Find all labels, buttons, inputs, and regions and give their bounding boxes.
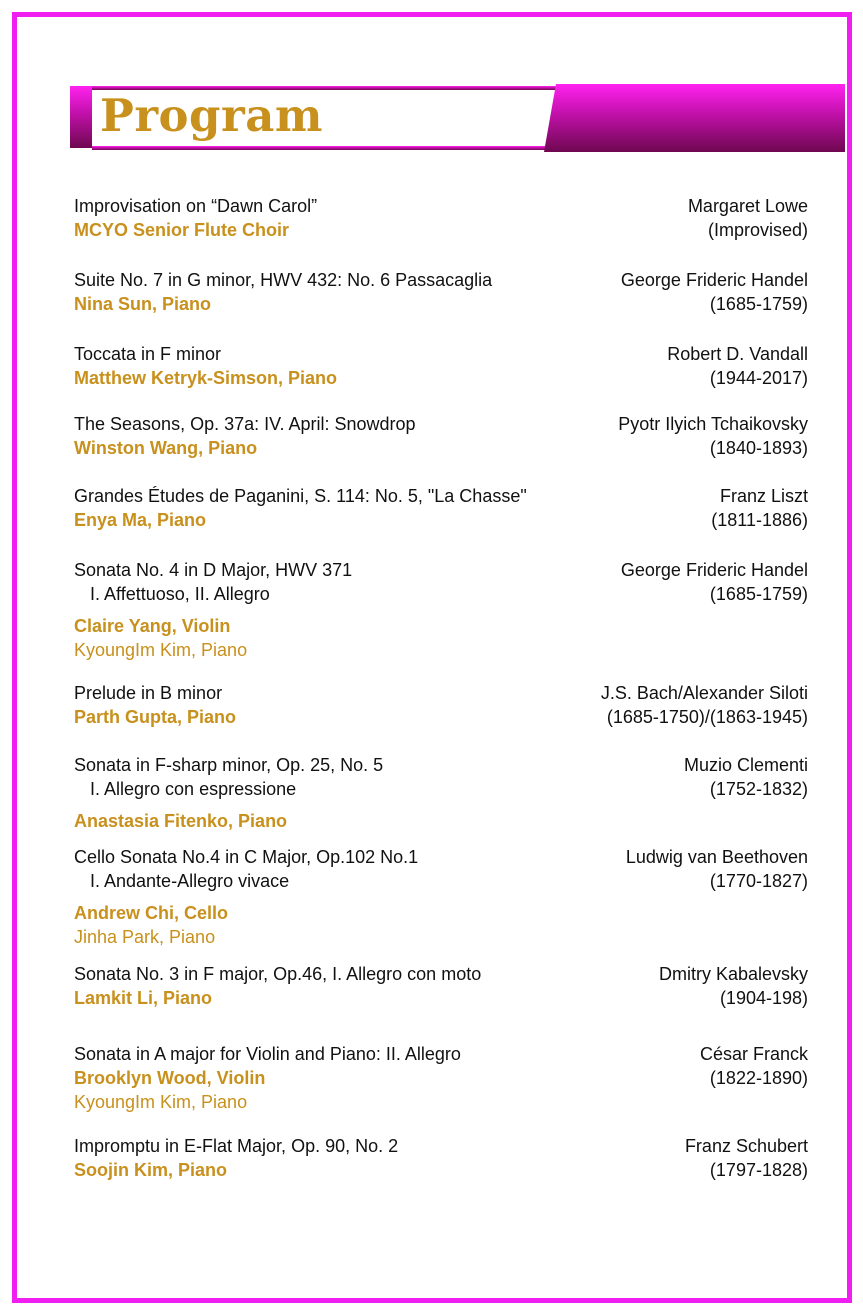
composer-info bbox=[618, 412, 808, 460]
composer-years: (1685-1750)/(1863-1945) bbox=[606, 707, 808, 727]
composer-info bbox=[626, 845, 808, 893]
performer-name: Matthew Ketryk-Simson, Piano bbox=[74, 368, 338, 388]
entry-details bbox=[74, 268, 594, 316]
accompanist-name: Jinha Park, Piano bbox=[74, 927, 216, 947]
accompanist-name: KyoungIm Kim, Piano bbox=[74, 1092, 248, 1112]
performer-name: Soojin Kim, Piano bbox=[74, 1160, 228, 1180]
piece-title: Suite No. 7 in G minor, HWV 432: No. 6 Passacaglia bbox=[74, 270, 493, 290]
composer-info bbox=[711, 484, 808, 532]
composer-name: Franz Schubert bbox=[684, 1136, 808, 1156]
performer-name: Andrew Chi, Cello bbox=[74, 903, 229, 923]
piece-title: Sonata in A major for Violin and Piano: II. Allegro bbox=[74, 1044, 461, 1064]
entry-details bbox=[74, 681, 594, 729]
composer-years: (1811-1886) bbox=[711, 510, 808, 530]
composer-name: Ludwig van Beethoven bbox=[625, 847, 808, 867]
entry-details bbox=[74, 194, 594, 242]
composer-name: George Frideric Handel bbox=[620, 270, 808, 290]
piece-movement: I. Allegro con espressione bbox=[90, 779, 297, 799]
composer-years: (1685-1759) bbox=[709, 294, 808, 314]
composer-years: (1797-1828) bbox=[709, 1160, 808, 1180]
composer-years: (1944-2017) bbox=[709, 368, 808, 388]
composer-info bbox=[684, 753, 808, 801]
performer-name: Anastasia Fitenko, Piano bbox=[74, 811, 288, 831]
composer-name: Margaret Lowe bbox=[687, 196, 808, 216]
composer-years: (Improvised) bbox=[707, 220, 808, 240]
entry-details bbox=[74, 412, 594, 460]
composer-info bbox=[621, 558, 808, 606]
composer-years: (1822-1890) bbox=[709, 1068, 808, 1088]
entry-details bbox=[74, 1042, 594, 1114]
performer-name: Brooklyn Wood, Violin bbox=[74, 1068, 266, 1088]
composer-info bbox=[667, 342, 808, 390]
composer-name: Pyotr Ilyich Tchaikovsky bbox=[618, 414, 808, 434]
entry-details bbox=[74, 753, 594, 833]
piece-title: Prelude in B minor bbox=[74, 683, 223, 703]
piece-title: Cello Sonata No.4 in C Major, Op.102 No.1 bbox=[74, 847, 419, 867]
entry-details bbox=[74, 484, 594, 532]
entry-details bbox=[74, 845, 594, 949]
composer-years: (1752-1832) bbox=[709, 779, 808, 799]
piece-title: Sonata in F-sharp minor, Op. 25, No. 5 bbox=[74, 755, 384, 775]
composer-name: Muzio Clementi bbox=[683, 755, 808, 775]
piece-title: Impromptu in E-Flat Major, Op. 90, No. 2 bbox=[74, 1136, 399, 1156]
composer-name: César Franck bbox=[699, 1044, 808, 1064]
composer-name: Franz Liszt bbox=[719, 486, 808, 506]
performer-name: Nina Sun, Piano bbox=[74, 294, 212, 314]
composer-name: Robert D. Vandall bbox=[667, 344, 808, 364]
composer-years: (1904-198) bbox=[719, 988, 808, 1008]
composer-years: (1770-1827) bbox=[709, 871, 808, 891]
entry-details bbox=[74, 962, 594, 1010]
entry-details bbox=[74, 1134, 594, 1182]
piece-title: Sonata No. 4 in D Major, HWV 371 bbox=[74, 560, 353, 580]
composer-years: (1685-1759) bbox=[709, 584, 808, 604]
composer-name: Dmitry Kabalevsky bbox=[658, 964, 808, 984]
composer-name: J.S. Bach/Alexander Siloti bbox=[600, 683, 808, 703]
performer-name: Enya Ma, Piano bbox=[74, 510, 207, 530]
piece-title: Improvisation on “Dawn Carol” bbox=[74, 196, 318, 216]
composer-info bbox=[601, 681, 808, 729]
composer-years: (1840-1893) bbox=[709, 438, 808, 458]
performer-name: Lamkit Li, Piano bbox=[74, 988, 213, 1008]
performer-name: MCYO Senior Flute Choir bbox=[74, 220, 290, 240]
performer-name: Claire Yang, Violin bbox=[74, 616, 231, 636]
piece-movement: I. Andante-Allegro vivace bbox=[90, 871, 290, 891]
composer-info bbox=[685, 1134, 808, 1182]
entry-details bbox=[74, 342, 594, 390]
composer-info bbox=[688, 194, 808, 242]
entry-details bbox=[74, 558, 594, 662]
piece-title: Sonata No. 3 in F major, Op.46, I. Allegro con moto bbox=[74, 964, 482, 984]
performer-name: Parth Gupta, Piano bbox=[74, 707, 237, 727]
composer-info bbox=[621, 268, 808, 316]
composer-name: George Frideric Handel bbox=[620, 560, 808, 580]
composer-info bbox=[700, 1042, 808, 1090]
composer-info bbox=[659, 962, 808, 1010]
piece-title: The Seasons, Op. 37a: IV. April: Snowdrop bbox=[74, 414, 416, 434]
accompanist-name: KyoungIm Kim, Piano bbox=[74, 640, 248, 660]
piece-title: Grandes Études de Paganini, S. 114: No. 5, "La Chasse" bbox=[74, 486, 527, 506]
performer-name: Winston Wang, Piano bbox=[74, 438, 258, 458]
page-title: Program bbox=[100, 89, 324, 142]
piece-movement: I. Affettuoso, II. Allegro bbox=[90, 584, 270, 604]
piece-title: Toccata in F minor bbox=[74, 344, 222, 364]
